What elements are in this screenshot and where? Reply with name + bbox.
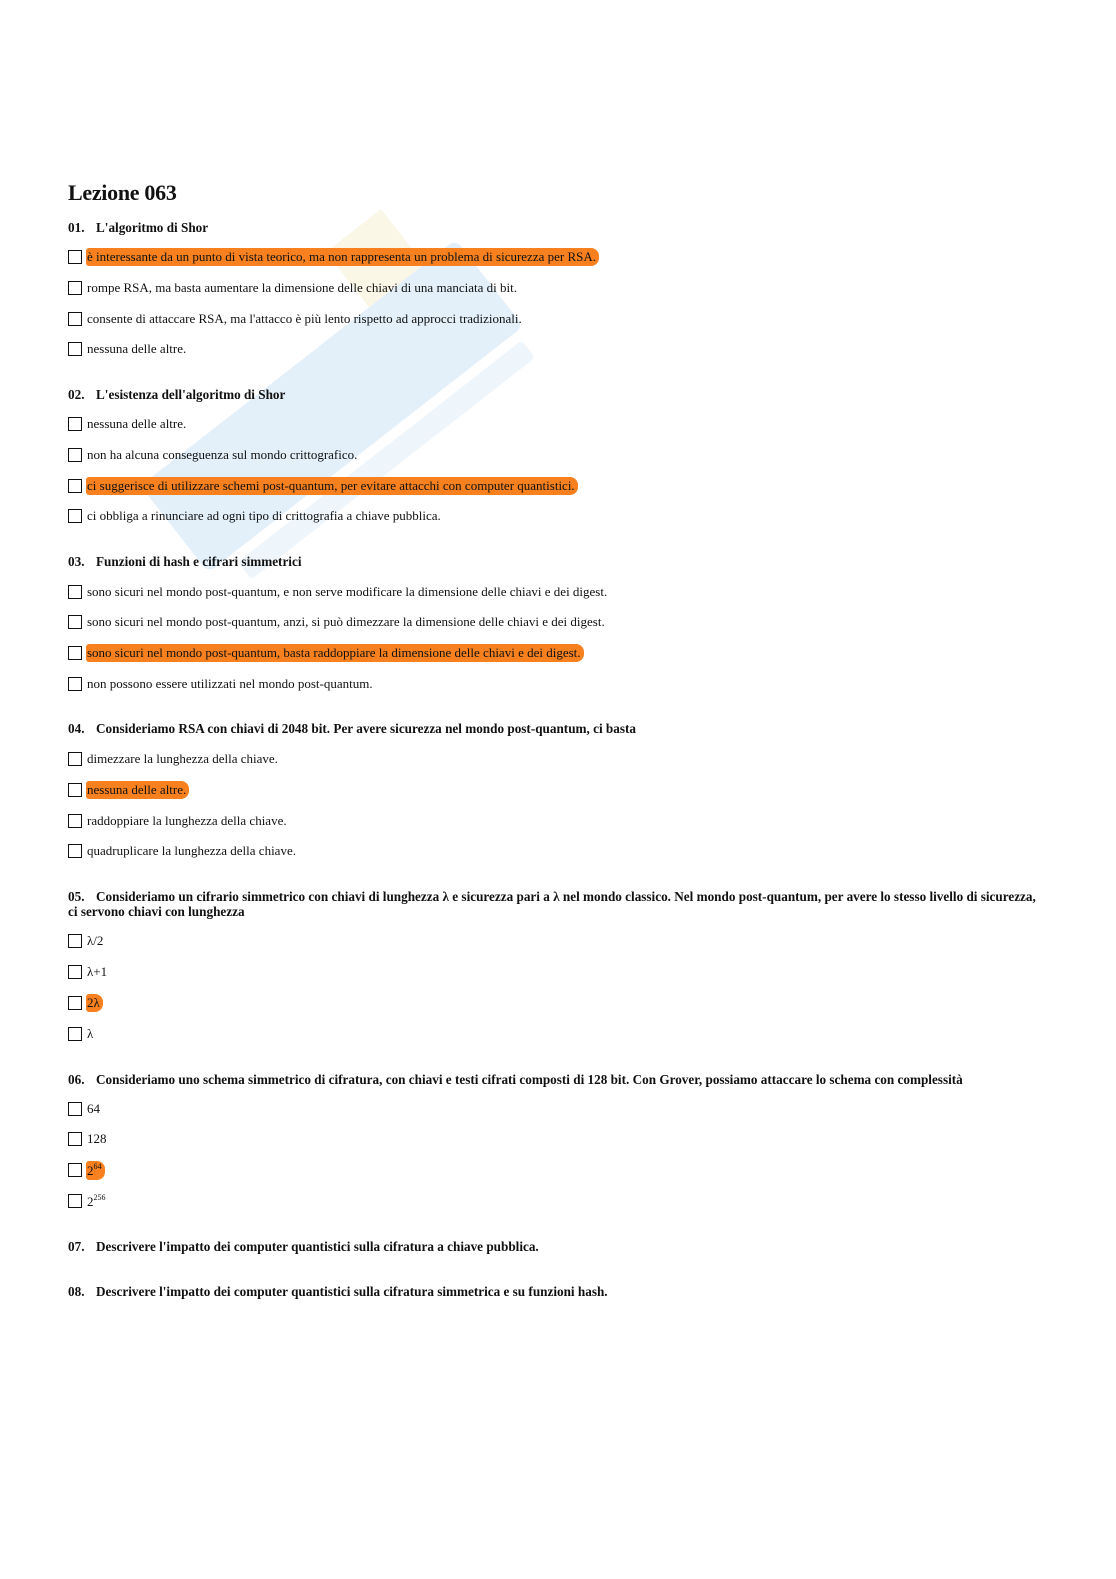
question-number: 02.	[68, 387, 85, 402]
question-number: 08.	[68, 1284, 85, 1299]
answer-option[interactable]	[68, 612, 608, 632]
question-text: Funzioni di hash e cifrari simmetrici	[96, 554, 302, 569]
question-title	[68, 554, 1043, 569]
answer-text: sono sicuri nel mondo post-quantum, anzi, si può dimezzare la dimensione delle chiavi e dei digest.	[87, 614, 605, 629]
answer-option[interactable]	[68, 674, 376, 694]
power-exponent: 64	[93, 1161, 102, 1171]
power-base: 2	[87, 1162, 94, 1178]
answer-option[interactable]	[68, 1099, 103, 1119]
question-title	[68, 1284, 1043, 1299]
question-text: L'esistenza dell'algoritmo di Shor	[96, 387, 286, 402]
question-title	[68, 1072, 1043, 1087]
question-text: Descrivere l'impatto dei computer quantistici sulla cifratura simmetrica e su funzioni hash.	[96, 1284, 608, 1299]
answer-text-highlighted: ci suggerisce di utilizzare schemi post-quantum, per evitare attacchi con computer quantistici.	[86, 477, 578, 495]
answer-checkbox[interactable]	[68, 448, 82, 462]
question-title	[68, 1239, 1043, 1254]
answer-option[interactable]	[68, 1160, 105, 1180]
answer-text: consente di attaccare RSA, ma l'attacco è più lento rispetto ad approcci tradizionali.	[87, 311, 522, 326]
answer-text: λ/2	[87, 933, 104, 948]
answer-option[interactable]	[68, 780, 189, 800]
answer-option[interactable]	[68, 643, 584, 663]
answer-checkbox[interactable]	[68, 509, 82, 523]
answer-option[interactable]	[68, 993, 103, 1013]
answer-checkbox[interactable]	[68, 479, 82, 493]
answer-option[interactable]	[68, 445, 360, 465]
answer-checkbox[interactable]	[68, 965, 82, 979]
answer-option[interactable]	[68, 582, 610, 602]
answer-option[interactable]	[68, 749, 281, 769]
answer-text	[86, 1192, 109, 1211]
answer-option[interactable]	[68, 309, 525, 329]
answer-checkbox[interactable]	[68, 996, 82, 1010]
answer-option[interactable]	[68, 1024, 96, 1044]
power-base: 2	[87, 1193, 94, 1209]
answer-checkbox[interactable]	[68, 615, 82, 629]
answer-checkbox[interactable]	[68, 783, 82, 797]
answer-checkbox[interactable]	[68, 934, 82, 948]
answer-text: λ+1	[87, 964, 108, 979]
answer-checkbox[interactable]	[68, 417, 82, 431]
question-text: Consideriamo un cifrario simmetrico con chiavi di lunghezza λ e sicurezza pari a λ nel mondo classico. Nel mondo post-quantum, per avere lo stesso livello di sicurezza, ci servono chiavi con lunghezza	[68, 889, 1036, 919]
question-number: 01.	[68, 220, 85, 235]
answer-checkbox[interactable]	[68, 342, 82, 356]
answer-option[interactable]	[68, 931, 106, 951]
answer-text: quadruplicare la lunghezza della chiave.	[87, 843, 296, 858]
answer-option[interactable]	[68, 962, 110, 982]
answer-checkbox[interactable]	[68, 281, 82, 295]
question-number: 05.	[68, 889, 85, 904]
answer-checkbox[interactable]	[68, 1163, 82, 1177]
answer-text: dimezzare la lunghezza della chiave.	[87, 751, 278, 766]
answer-text-highlighted: 2λ	[86, 994, 103, 1012]
power-exponent: 256	[93, 1192, 106, 1202]
answer-option[interactable]	[68, 841, 299, 861]
answer-option[interactable]	[68, 476, 578, 496]
answer-checkbox[interactable]	[68, 1132, 82, 1146]
answer-checkbox[interactable]	[68, 814, 82, 828]
answer-checkbox[interactable]	[68, 844, 82, 858]
answer-option[interactable]	[68, 339, 189, 359]
answer-text: sono sicuri nel mondo post-quantum, e non serve modificare la dimensione delle chiavi e dei digest.	[87, 584, 608, 599]
answer-text: nessuna delle altre.	[87, 416, 187, 431]
answer-checkbox[interactable]	[68, 752, 82, 766]
answer-checkbox[interactable]	[68, 646, 82, 660]
question-title	[68, 721, 1043, 736]
answer-checkbox[interactable]	[68, 677, 82, 691]
answer-checkbox[interactable]	[68, 585, 82, 599]
answer-option[interactable]	[68, 414, 189, 434]
answer-text: non ha alcuna conseguenza sul mondo crittografico.	[87, 447, 358, 462]
answer-checkbox[interactable]	[68, 250, 82, 264]
answer-text-highlighted: sono sicuri nel mondo post-quantum, basta raddoppiare la dimensione delle chiavi e dei digest.	[86, 644, 584, 662]
answer-text: ci obbliga a rinunciare ad ogni tipo di crittografia a chiave pubblica.	[87, 508, 441, 523]
question-text: Consideriamo RSA con chiavi di 2048 bit. Per avere sicurezza nel mondo post-quantum, ci basta	[96, 721, 636, 736]
question-title	[68, 220, 1043, 235]
answer-text: rompe RSA, ma basta aumentare la dimensione delle chiavi di una manciata di bit.	[87, 280, 517, 295]
question-number: 07.	[68, 1239, 85, 1254]
answer-text-highlighted: nessuna delle altre.	[86, 781, 189, 799]
answer-text: 128	[87, 1131, 107, 1146]
answer-text: non possono essere utilizzati nel mondo post-quantum.	[87, 676, 373, 691]
answer-option[interactable]	[68, 278, 520, 298]
answer-text: λ	[87, 1026, 94, 1041]
answer-option[interactable]	[68, 247, 599, 267]
page-title: Lezione 063	[68, 180, 177, 205]
answer-text: nessuna delle altre.	[87, 341, 187, 356]
question-title	[68, 889, 1043, 919]
answer-text-highlighted: è interessante da un punto di vista teorico, ma non rappresenta un problema di sicurezza per RSA.	[86, 248, 599, 266]
answer-text: raddoppiare la lunghezza della chiave.	[87, 813, 287, 828]
answer-text-highlighted	[86, 1161, 105, 1180]
answer-text: 64	[87, 1101, 100, 1116]
question-number: 04.	[68, 721, 85, 736]
answer-checkbox[interactable]	[68, 1102, 82, 1116]
answer-option[interactable]	[68, 506, 444, 526]
question-text: L'algoritmo di Shor	[96, 220, 209, 235]
question-text: Consideriamo uno schema simmetrico di cifratura, con chiavi e testi cifrati composti di 128 bit. Con Grover, possiamo attaccare lo schema con complessità	[96, 1072, 963, 1087]
answer-option[interactable]	[68, 1191, 109, 1211]
question-title	[68, 387, 1043, 402]
answer-option[interactable]	[68, 811, 290, 831]
question-text: Descrivere l'impatto dei computer quantistici sulla cifratura a chiave pubblica.	[96, 1239, 539, 1254]
answer-checkbox[interactable]	[68, 1194, 82, 1208]
question-number: 03.	[68, 554, 85, 569]
answer-checkbox[interactable]	[68, 1027, 82, 1041]
question-number: 06.	[68, 1072, 85, 1087]
answer-option[interactable]	[68, 1129, 110, 1149]
answer-checkbox[interactable]	[68, 312, 82, 326]
